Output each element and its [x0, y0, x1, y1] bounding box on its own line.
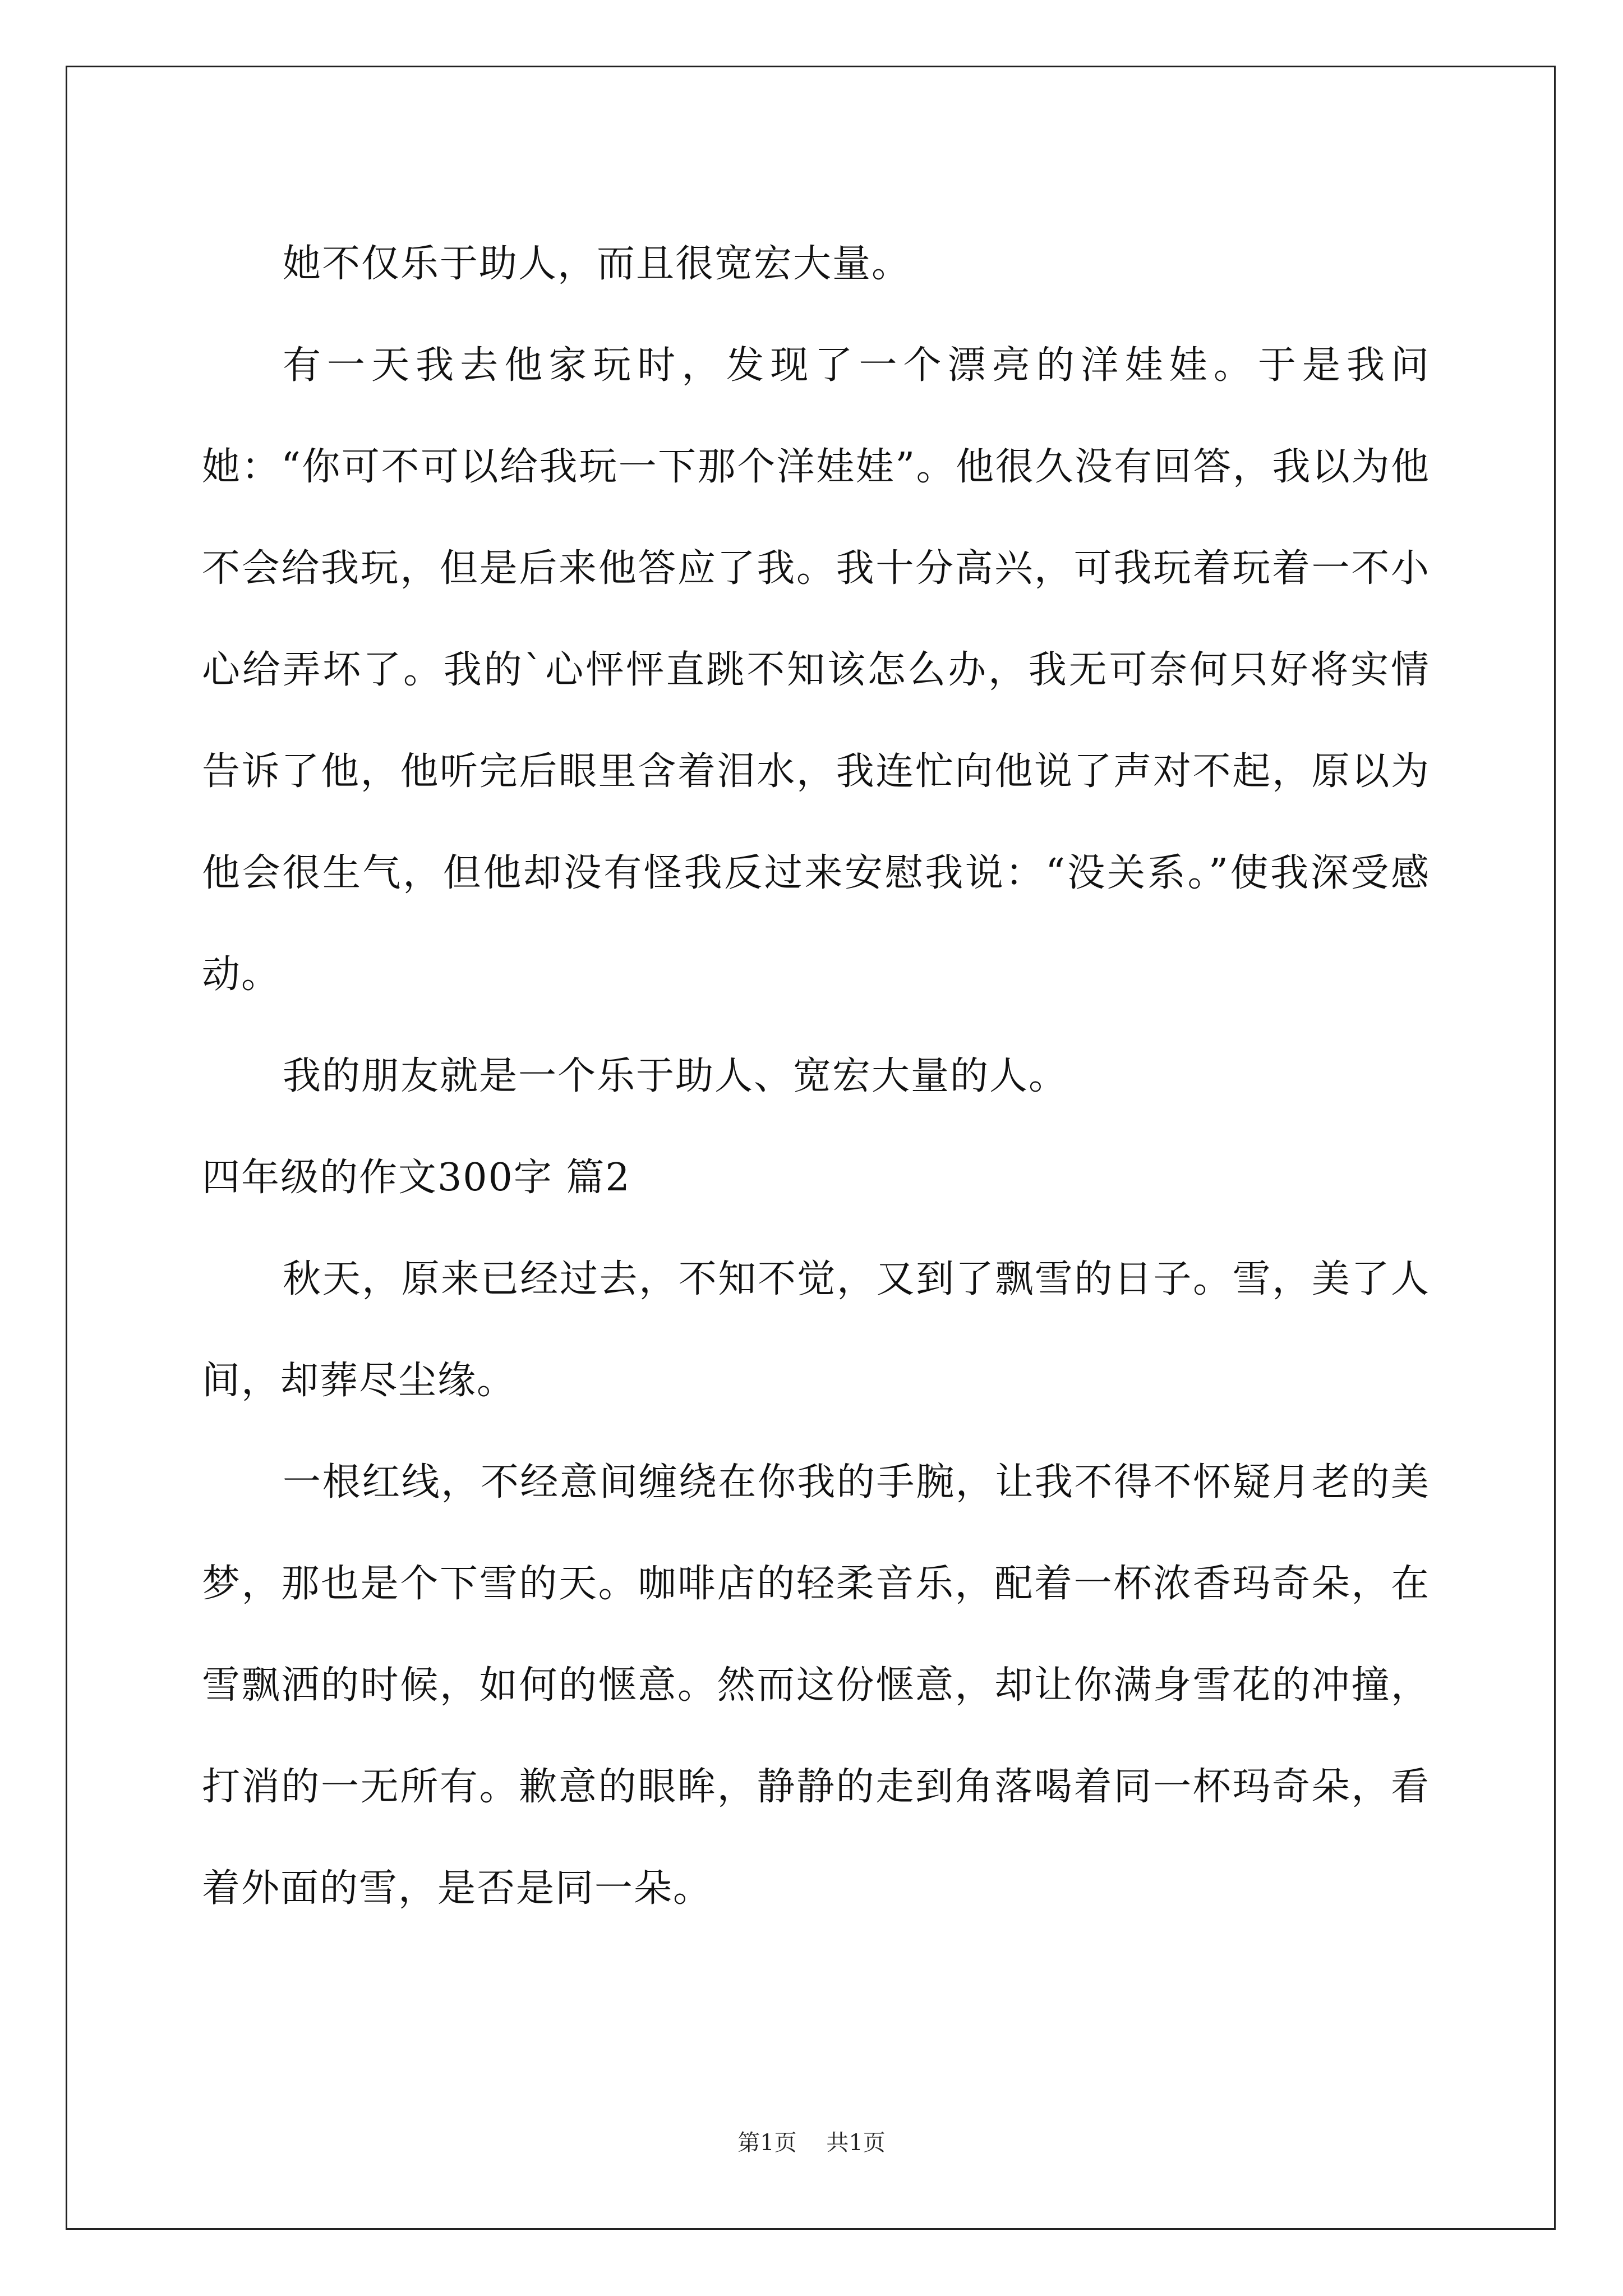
- paragraph: 一根红线，不经意间缠绕在你我的手腕，让我不得不怀疑月老的美梦，那也是个下雪的天。咖啡店的轻柔音乐，配着一杯浓香玛奇朵，在雪飘洒的时候，如何的惬意。然而这份惬意，却让你满身雪花的冲撞，打消的一无所有。歉意的眼眸，静静的走到角落喝着同一杯玛奇朵，看着外面的雪，是否是同一朵。: [202, 1460, 1430, 1911]
- paragraph: 秋天，原来已经过去，不知不觉，又到了飘雪的日子。雪，美了人间，却葬尽尘缘。: [202, 1257, 1430, 1403]
- page-total: 共1页: [826, 2130, 886, 2156]
- paragraph: 有一天我去他家玩时，发现了一个漂亮的洋娃娃。于是我问她：“你可不可以给我玩一下那个洋娃娃”。他很久没有回答，我以为他不会给我玩，但是后来他答应了我。我十分高兴，可我玩着玩着一不小心给弄坏了。我的`心怦怦直跳不知该怎么办，我无可奈何只好将实情告诉了他，他听完后眼里含着泪水，我连忙向他说了声对不起，原以为他会很生气，但他却没有怪我反过来安慰我说：“没关系。”使我深受感动。: [202, 343, 1430, 997]
- paragraph: 我的朋友就是一个乐于助人、宽宏大量的人。: [283, 1054, 1068, 1098]
- section-heading: 四年级的作文300字 篇2: [202, 1156, 631, 1200]
- page-number: 第1页: [737, 2130, 797, 2156]
- document-body: [202, 213, 1430, 1939]
- page-footer: [0, 2126, 1623, 2160]
- paragraph: 她不仅乐于助人，而且很宽宏大量。: [283, 242, 911, 286]
